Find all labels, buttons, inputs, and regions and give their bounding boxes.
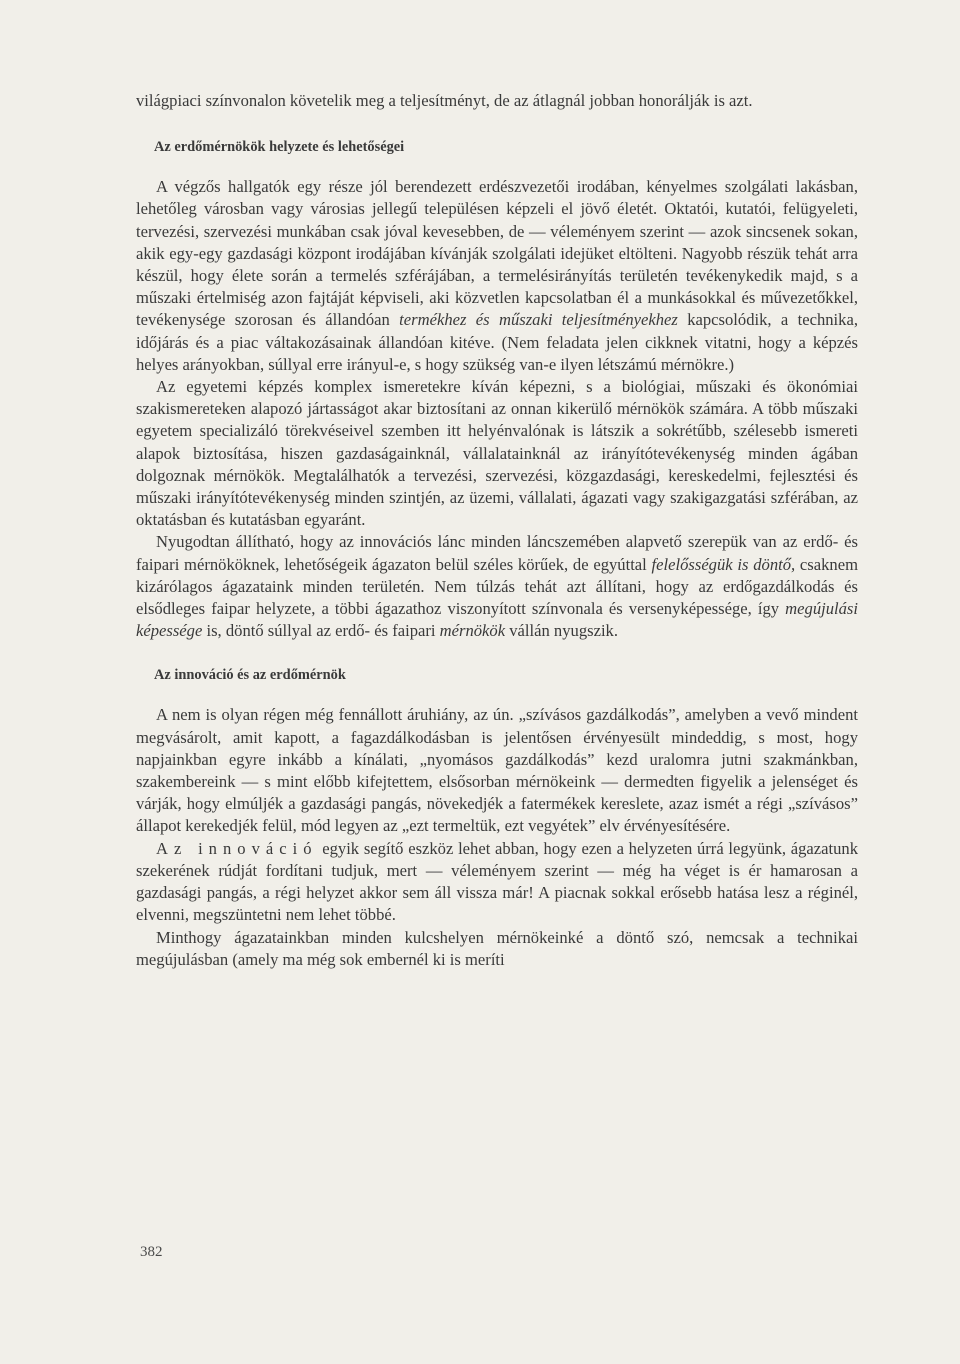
paragraph-text: vállán nyugszik. [505, 621, 619, 641]
paragraph-text: egyik segítő eszköz lehet abban, hogy ezen a helyzeten úrrá legyünk, ágazatunk szekerének rúdját fordítani tudjuk, mert — véleményem szerint — még ha véget is ér hamarosan a gazdasági pangás, a régi helyzet akkor sem áll vissza már! A piacnak sokkal erősebb hatása lesz a réginél, elvenni, megszüntetni nem lehet többé. [136, 838, 858, 925]
emphasis-text: mérnökök [439, 621, 506, 641]
paragraph-egyetemi-kepzes: Az egyetemi képzés komplex ismeretekre kíván képezni, s a biológiai, műszaki és ökonómiai szakismereteken alapozó jártasságot akar biztosítani az onnan kikerülő mérnökök számára. A több műszaki egyetem specializáló törekvéseivel szemben itt helyénvalónak is látszik a sokrétűbb, szélesebb ismereti alapok biztosítása, hiszen gazdaságainknál, vállalatainknál az irányítótevékenység minden ágában dolgoznak mérnökök. Megtalálhatók a tervezési, szervezési, közgazdasági, kereskedelmi, fejlesztési és műszaki irányítótevékenység minden szintjén, az üzemi, vállalati, ágazati vagy szakigazgatási szférában, az oktatásban és kutatásban egyaránt. [136, 377, 858, 530]
paragraph-text: A végzős hallgatók egy része jól berendezett erdészvezetői irodában, kényelmes szolgálati lakásban, lehetőleg városban vagy városias jellegű településen képzeli el jövő életét. Oktatói, kutatói, felügyeleti, tervezési, szervezési munkában csak jóval kevesebben, de — véleményem szerint — azok sincsenek sokan, akik egy-egy gazdasági központ irodájában kívánják szolgálati idejüket eltölteni. Nagyobb részük tehát arra készül, hogy élete során a termelés szférájában, a termelésirányítás területén tevékenykedik majd, s a műszaki értelmiség azon fajtáját képviseli, aki közvetlen kapcsolatban él a munkásokkal és művezetőkkel, tevékenysége szorosan és állandóan [136, 177, 858, 330]
paragraph-innovacio-eszkoz [136, 838, 858, 927]
paragraph-intro: világpiaci színvonalon követelik meg a teljesítményt, de az átlagnál jobban honorálják is azt. [136, 91, 753, 110]
emphasis-text: termékhez és műszaki teljesítményekhez [399, 310, 678, 330]
paragraph-innovacios-lanc [136, 531, 858, 642]
emphasis-text: megújulási képessége [136, 599, 858, 641]
paragraph-text: is, döntő súllyal az erdő- és faipari [202, 621, 440, 641]
spaced-emphasis-text: Az innováció [156, 838, 318, 858]
page-number: 382 [140, 1244, 163, 1260]
paragraph-text: kapcsolódik, a technika, időjárás és a piac váltakozásainak állandóan kitéve. (Nem feladata jelen cikknek vitatni, hogy a képzés helyes arányokban, súllyal erre irányul-e, s hogy szükség van-e ilyen létszámú mérnökre.) [136, 310, 858, 374]
paragraph-text: csaknem kizárólagos ágazataink minden területén. Nem túlzás tehát azt állítani, hogy az erdőgazdálkodás és elsődleges faipar helyzete, a többi ágazathoz viszonyított színvonala és versenyképessége, így [136, 554, 858, 619]
section-heading-innovacio: Az innováció és az erdőmérnök [154, 667, 346, 684]
paragraph-text: Nyugodtan állítható, hogy az innovációs lánc minden láncszemében alapvető szerepük van az erdő- és faipari mérnököknek, lehetőségeik ágazaton belül széles körűek, de egyúttal [136, 532, 858, 574]
emphasis-text: felelősségük is döntő, [651, 554, 796, 574]
page-body [136, 90, 858, 971]
section-heading-erdomernokok: Az erdőmérnökök helyzete és lehetőségei [154, 139, 405, 156]
paragraph-arukhiany: A nem is olyan régen még fennállott áruhiány, az ún. „szívásos gazdálkodás”, amelyben a vevő mindent megvásárolt, amit kapott, a fagazdálkodásban is jelentősen érvényesült mindeddig, s most, hogy napjainkban egyre inkább a kínálati, „nyomásos gazdálkodás” kezd uralomra jutni szakmánkban, szakembereink — s mint előbb kifejtettem, elsősorban mérnökeink — dermedten figyelik a jelenséget és várják, hogy elmúljék a gazdasági pangás, növekedjék a fatermékek kereslete, azaz ismét a régi „szívásos” állapot kerekedjék felül, mód legyen az „ezt termeltük, ezt vegyétek” elv érvényesítésére. [136, 705, 858, 836]
paragraph-vegzos-hallgatok [136, 176, 858, 376]
paragraph-kulcshelyen: Minthogy ágazatainkban minden kulcshelyen mérnökeinké a döntő szó, nemcsak a technikai megújulásban (amely ma még sok embernél ki is meríti [136, 927, 858, 969]
